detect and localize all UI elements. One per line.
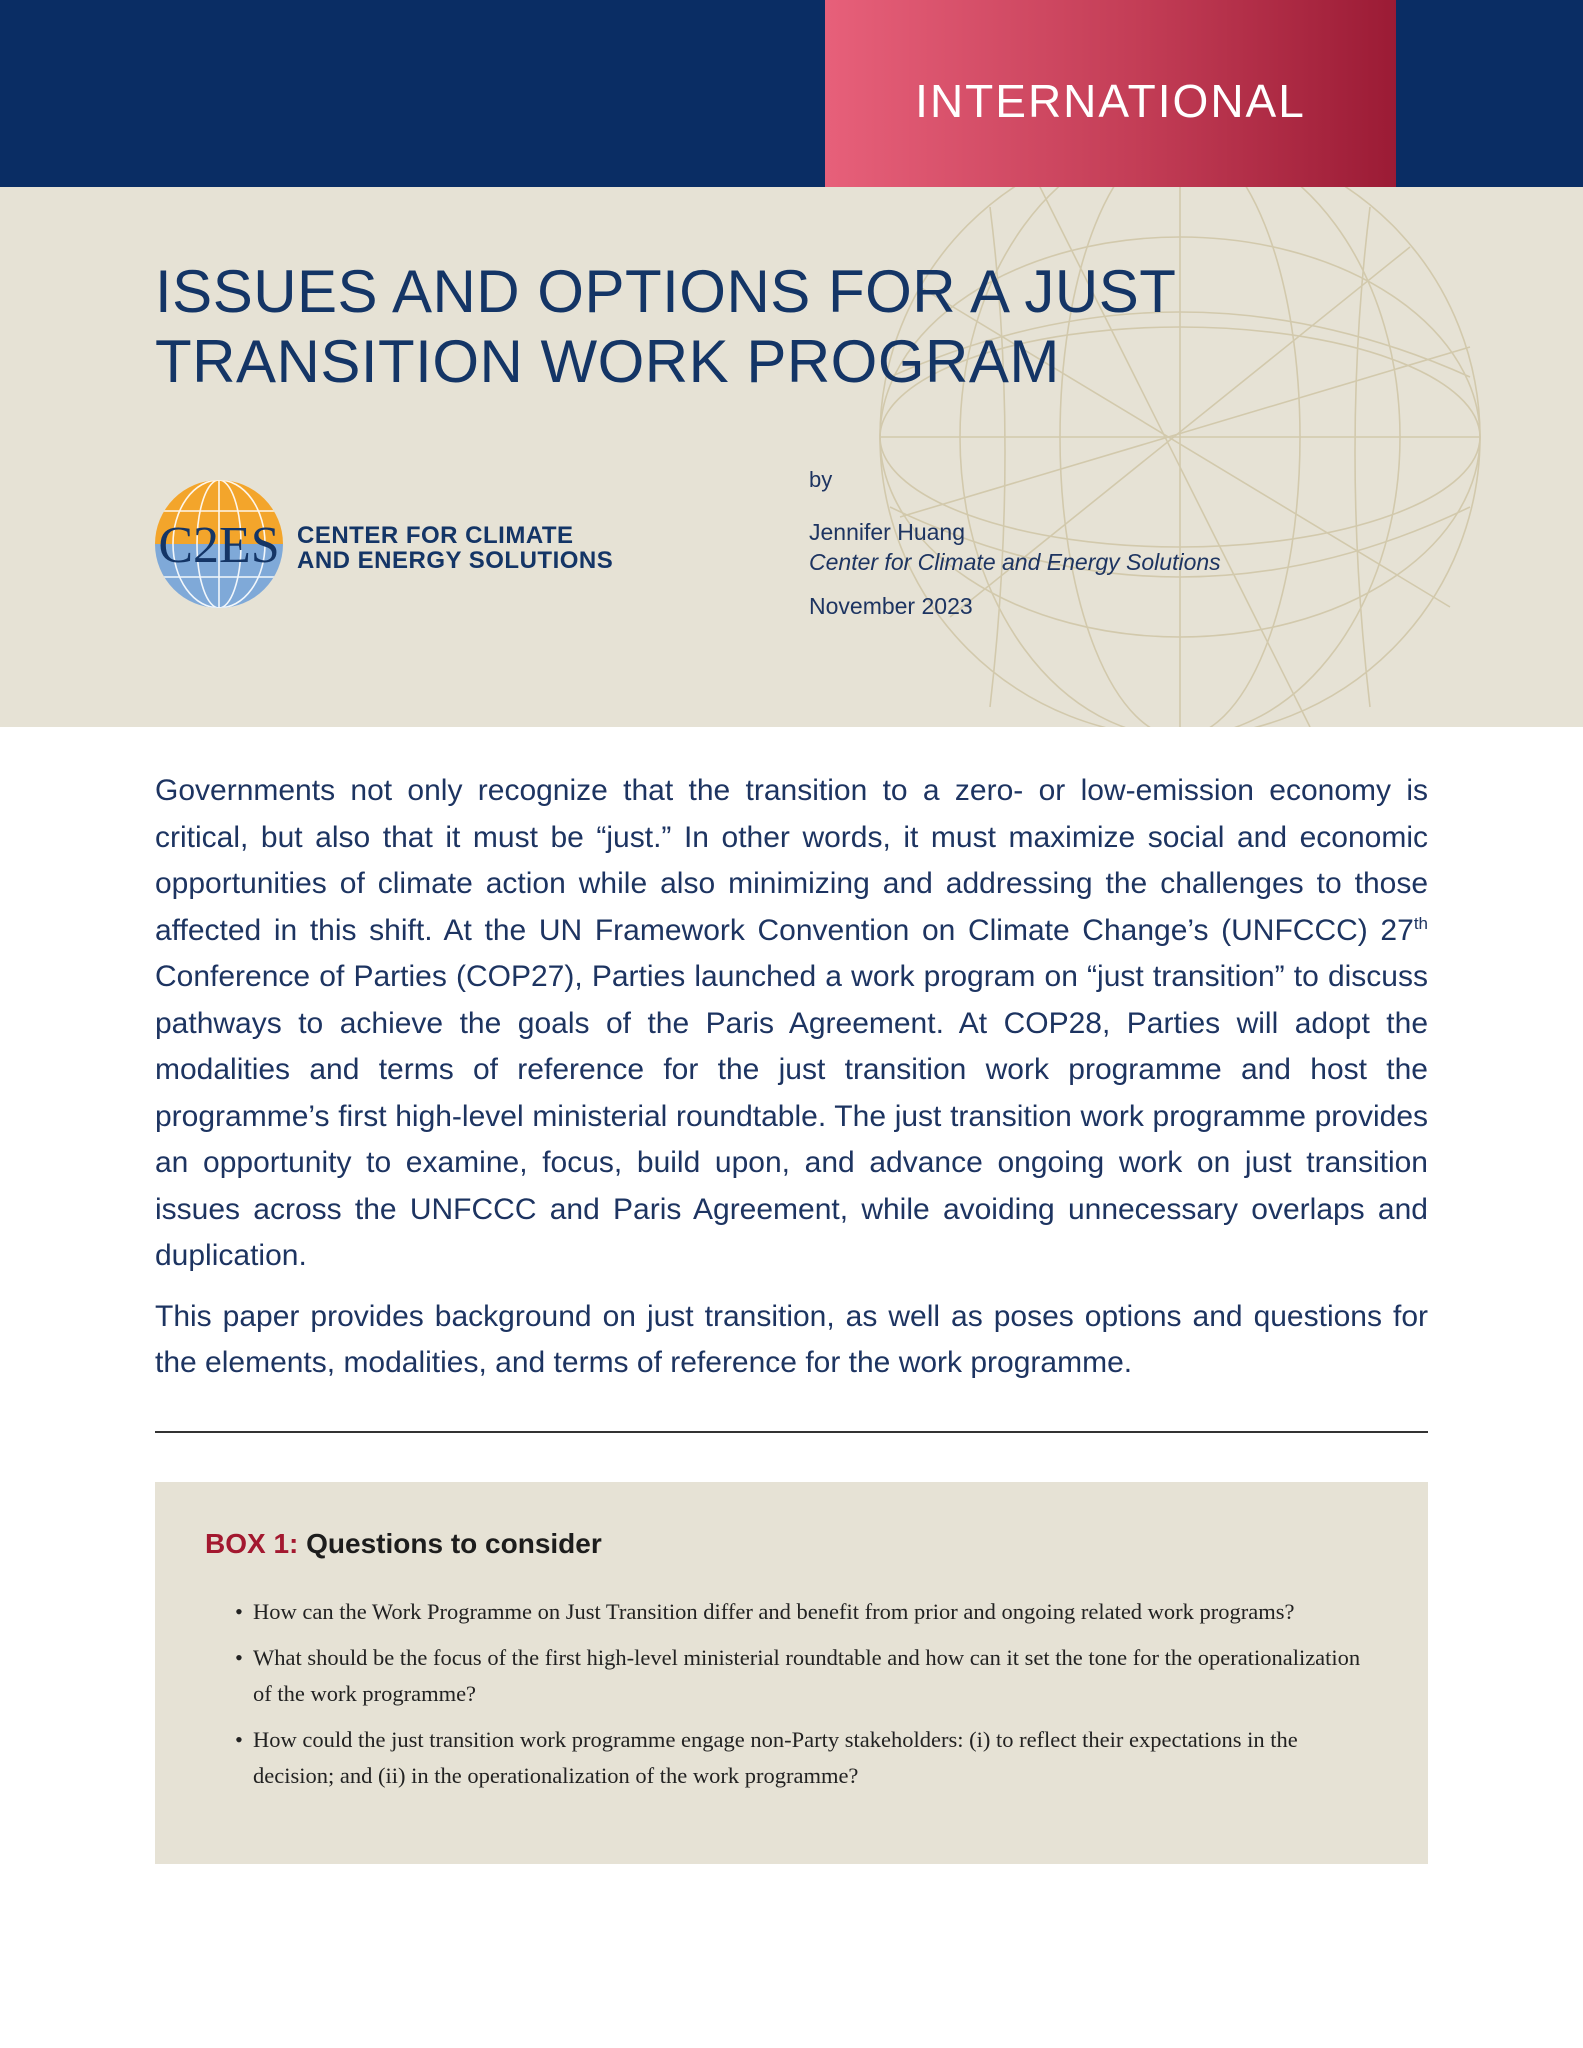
publication-date: November 2023 — [809, 593, 973, 619]
intro-p1-superscript: th — [1413, 913, 1428, 933]
category-tab — [825, 0, 1396, 187]
question-item: • What should be the focus of the first high-level ministerial roundtable and how can it set the tone for the operationalization of the work programme? — [235, 1640, 1370, 1712]
logo-org-name — [297, 523, 613, 573]
logo-mark-text: C2ES — [158, 517, 280, 574]
logo-org-line-2: AND ENERGY SOLUTIONS — [297, 547, 614, 574]
intro-p1-text-a: Governments not only recognize that the transition to a zero- or low-emission economy is critical, but also that it must be “just.” In other words, it must maximize social and economic opportunities of climate action while also minimizing and addressing the challenges to those affected in this shift. At the UN Framework Convention on Climate Change’s (UNFCCC) 27 — [155, 774, 1428, 947]
logo-org-line-1: CENTER FOR CLIMATE — [297, 522, 574, 549]
byline-by: by — [809, 467, 833, 492]
box-heading-text: Questions to consider — [298, 1528, 602, 1559]
intro-paragraph-2: This paper provides background on just transition, as well as poses options and questions for the elements, modalities, and terms of reference for the work programme. — [155, 1299, 1428, 1379]
box-heading — [205, 1528, 602, 1560]
section-divider — [155, 1431, 1428, 1433]
c2es-globe-icon — [152, 477, 287, 612]
title-line-1: ISSUES AND OPTIONS FOR A JUST — [155, 258, 1177, 325]
title-line-2: TRANSITION WORK PROGRAM — [155, 328, 1060, 395]
question-item: • How could the just transition work programme engage non-Party stakeholders: (i) to reflect their expectations in the decision; and (ii) in the operationalization of the work programme? — [235, 1722, 1370, 1794]
category-label: INTERNATIONAL — [915, 75, 1306, 127]
document-title — [155, 257, 1255, 397]
byline — [809, 467, 1221, 620]
hero-section — [0, 187, 1583, 727]
questions-box — [155, 1482, 1428, 1864]
top-banner — [0, 0, 1583, 187]
intro-p1-text-b: Conference of Parties (COP27), Parties launched a work program on “just transition” to discuss pathways to achieve the goals of the Paris Agreement. At COP28, Parties will adopt the modalities and terms of reference for the just transition work programme and host the programme’s first high-level ministerial roundtable. The just transition work programme provides an opportunity to examine, focus, build upon, and advance ongoing work on just transition issues across the UNFCCC and Paris Agreement, while avoiding unnecessary overlaps and duplication. — [155, 960, 1428, 1272]
author-name: Jennifer Huang — [809, 519, 965, 545]
question-item: • How can the Work Programme on Just Transition differ and benefit from prior and ongoing related work programs? — [235, 1594, 1370, 1630]
c2es-logo — [152, 477, 632, 617]
author-affiliation: Center for Climate and Energy Solutions — [809, 549, 1221, 575]
intro-section — [155, 768, 1428, 1387]
box-label: BOX 1: — [205, 1528, 299, 1559]
intro-paragraph-1 — [155, 768, 1428, 1280]
questions-list — [235, 1594, 1370, 1804]
